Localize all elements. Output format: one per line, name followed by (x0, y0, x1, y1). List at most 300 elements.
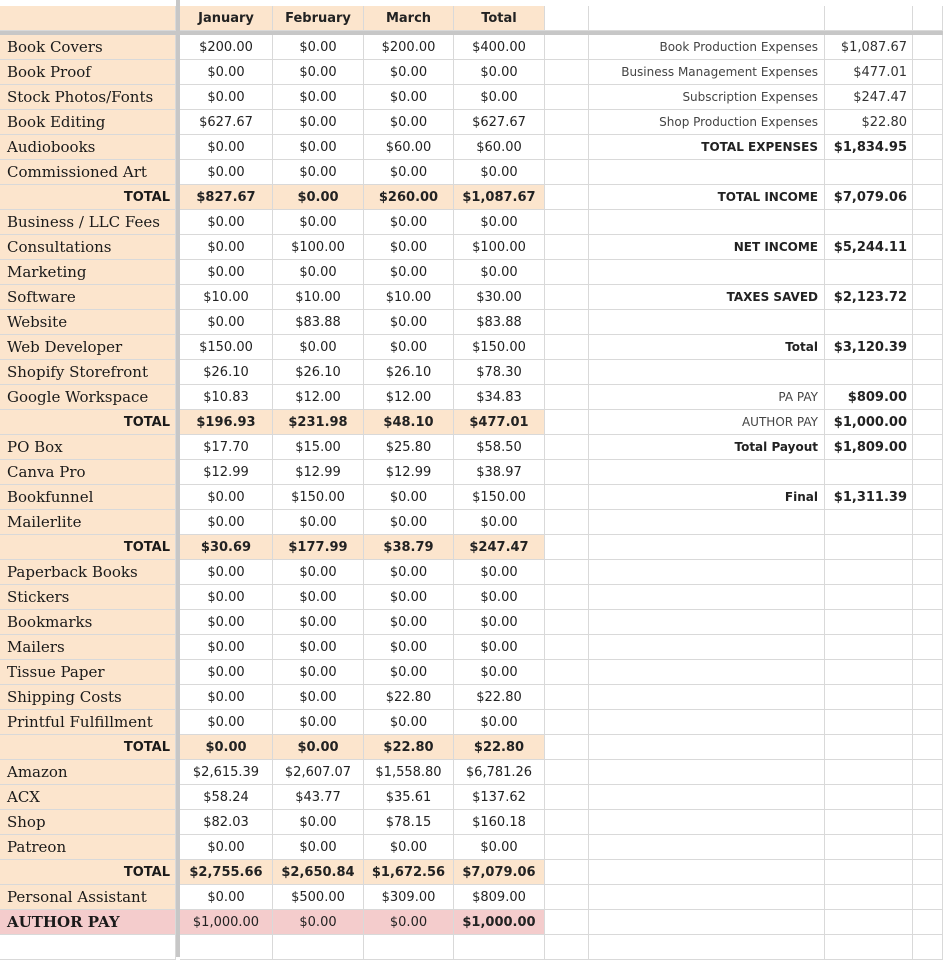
total-label-cell[interactable]: TOTAL (0, 860, 176, 885)
empty-cell[interactable] (913, 810, 943, 835)
empty-cell[interactable] (545, 35, 589, 60)
empty-cell[interactable] (589, 310, 825, 335)
february-cell[interactable]: $500.00 (273, 885, 364, 910)
empty-cell[interactable] (589, 785, 825, 810)
empty-cell[interactable] (545, 810, 589, 835)
empty-cell[interactable] (589, 260, 825, 285)
february-cell[interactable]: $0.00 (273, 210, 364, 235)
header-cell-a[interactable] (0, 6, 176, 31)
row-label-cell[interactable]: Stock Photos/Fonts (0, 85, 176, 110)
empty-cell[interactable] (545, 485, 589, 510)
march-cell[interactable]: $26.10 (364, 360, 454, 385)
february-cell[interactable]: $2,607.07 (273, 760, 364, 785)
empty-cell[interactable] (545, 335, 589, 360)
total-cell[interactable]: $160.18 (454, 810, 545, 835)
january-cell[interactable]: $0.00 (180, 610, 273, 635)
empty-cell[interactable] (545, 885, 589, 910)
february-cell[interactable]: $0.00 (273, 910, 364, 935)
empty-cell[interactable] (545, 685, 589, 710)
total-cell[interactable]: $30.00 (454, 285, 545, 310)
summary-value-cell[interactable]: $1,809.00 (825, 435, 913, 460)
empty-cell[interactable] (913, 735, 943, 760)
january-cell[interactable]: $0.00 (180, 735, 273, 760)
march-cell[interactable]: $260.00 (364, 185, 454, 210)
summary-label-cell[interactable]: Total Payout (589, 435, 825, 460)
february-cell[interactable]: $10.00 (273, 285, 364, 310)
february-cell[interactable]: $0.00 (273, 560, 364, 585)
empty-cell[interactable] (545, 635, 589, 660)
february-cell[interactable]: $83.88 (273, 310, 364, 335)
empty-cell[interactable] (825, 585, 913, 610)
february-cell[interactable]: $15.00 (273, 435, 364, 460)
empty-cell[interactable] (589, 835, 825, 860)
empty-cell[interactable] (545, 510, 589, 535)
empty-cell[interactable] (913, 910, 943, 935)
february-cell[interactable]: $0.00 (273, 585, 364, 610)
row-label-cell[interactable]: Bookfunnel (0, 485, 176, 510)
empty-cell[interactable] (545, 85, 589, 110)
empty-cell[interactable] (913, 235, 943, 260)
empty-cell[interactable] (913, 185, 943, 210)
header-cell-i[interactable] (913, 6, 943, 31)
february-cell[interactable]: $0.00 (273, 185, 364, 210)
march-cell[interactable]: $12.00 (364, 385, 454, 410)
empty-cell[interactable] (589, 710, 825, 735)
summary-value-cell[interactable]: $809.00 (825, 385, 913, 410)
empty-cell[interactable] (913, 410, 943, 435)
empty-cell[interactable] (545, 435, 589, 460)
january-cell[interactable]: $0.00 (180, 660, 273, 685)
total-cell[interactable]: $83.88 (454, 310, 545, 335)
empty-cell[interactable] (589, 160, 825, 185)
total-cell[interactable]: $0.00 (454, 585, 545, 610)
empty-cell[interactable] (589, 635, 825, 660)
empty-cell[interactable] (545, 360, 589, 385)
row-label-cell[interactable]: ACX (0, 785, 176, 810)
empty-cell[interactable] (913, 335, 943, 360)
empty-cell[interactable] (545, 735, 589, 760)
header-january[interactable]: January (180, 6, 273, 31)
empty-cell[interactable] (545, 835, 589, 860)
january-cell[interactable]: $0.00 (180, 585, 273, 610)
empty-cell[interactable] (913, 785, 943, 810)
february-cell[interactable]: $0.00 (273, 260, 364, 285)
row-label-cell[interactable]: Business / LLC Fees (0, 210, 176, 235)
empty-cell[interactable] (825, 610, 913, 635)
february-cell[interactable]: $0.00 (273, 735, 364, 760)
empty-cell[interactable] (364, 935, 454, 960)
february-cell[interactable]: $12.00 (273, 385, 364, 410)
march-cell[interactable]: $0.00 (364, 560, 454, 585)
row-label-cell[interactable]: Bookmarks (0, 610, 176, 635)
empty-cell[interactable] (913, 385, 943, 410)
empty-cell[interactable] (589, 735, 825, 760)
row-label-cell[interactable]: Patreon (0, 835, 176, 860)
summary-value-cell[interactable]: $5,244.11 (825, 235, 913, 260)
january-cell[interactable]: $0.00 (180, 885, 273, 910)
march-cell[interactable]: $10.00 (364, 285, 454, 310)
total-cell[interactable]: $0.00 (454, 210, 545, 235)
row-label-cell[interactable]: Shop (0, 810, 176, 835)
february-cell[interactable]: $0.00 (273, 35, 364, 60)
empty-cell[interactable] (825, 360, 913, 385)
total-cell[interactable]: $150.00 (454, 335, 545, 360)
empty-cell[interactable] (825, 260, 913, 285)
row-label-cell[interactable]: Website (0, 310, 176, 335)
empty-cell[interactable] (545, 860, 589, 885)
empty-cell[interactable] (913, 760, 943, 785)
empty-cell[interactable] (825, 760, 913, 785)
march-cell[interactable]: $0.00 (364, 910, 454, 935)
january-cell[interactable]: $627.67 (180, 110, 273, 135)
march-cell[interactable]: $309.00 (364, 885, 454, 910)
total-cell[interactable]: $0.00 (454, 610, 545, 635)
empty-cell[interactable] (913, 860, 943, 885)
empty-cell[interactable] (825, 460, 913, 485)
empty-cell[interactable] (545, 760, 589, 785)
empty-cell[interactable] (545, 285, 589, 310)
march-cell[interactable]: $35.61 (364, 785, 454, 810)
total-cell[interactable]: $0.00 (454, 260, 545, 285)
february-cell[interactable]: $2,650.84 (273, 860, 364, 885)
february-cell[interactable]: $177.99 (273, 535, 364, 560)
january-cell[interactable]: $0.00 (180, 260, 273, 285)
empty-cell[interactable] (913, 610, 943, 635)
empty-cell[interactable] (545, 460, 589, 485)
empty-cell[interactable] (545, 60, 589, 85)
january-cell[interactable]: $26.10 (180, 360, 273, 385)
total-cell[interactable]: $0.00 (454, 560, 545, 585)
summary-value-cell[interactable]: $3,120.39 (825, 335, 913, 360)
march-cell[interactable]: $0.00 (364, 335, 454, 360)
empty-cell[interactable] (825, 310, 913, 335)
february-cell[interactable]: $0.00 (273, 110, 364, 135)
empty-cell[interactable] (825, 560, 913, 585)
empty-cell[interactable] (825, 860, 913, 885)
march-cell[interactable]: $60.00 (364, 135, 454, 160)
row-label-cell[interactable]: Paperback Books (0, 560, 176, 585)
march-cell[interactable]: $0.00 (364, 835, 454, 860)
empty-cell[interactable] (589, 535, 825, 560)
empty-cell[interactable] (913, 360, 943, 385)
empty-cell[interactable] (589, 860, 825, 885)
february-cell[interactable]: $0.00 (273, 685, 364, 710)
total-cell[interactable]: $22.80 (454, 735, 545, 760)
february-cell[interactable]: $0.00 (273, 60, 364, 85)
row-label-cell[interactable]: Personal Assistant (0, 885, 176, 910)
total-cell[interactable]: $0.00 (454, 85, 545, 110)
empty-cell[interactable] (913, 210, 943, 235)
row-label-cell[interactable]: Software (0, 285, 176, 310)
january-cell[interactable]: $0.00 (180, 210, 273, 235)
total-cell[interactable]: $78.30 (454, 360, 545, 385)
empty-cell[interactable] (545, 410, 589, 435)
empty-cell[interactable] (913, 685, 943, 710)
empty-cell[interactable] (545, 310, 589, 335)
empty-cell[interactable] (589, 460, 825, 485)
january-cell[interactable]: $0.00 (180, 710, 273, 735)
january-cell[interactable]: $0.00 (180, 485, 273, 510)
march-cell[interactable]: $78.15 (364, 810, 454, 835)
february-cell[interactable]: $0.00 (273, 510, 364, 535)
empty-cell[interactable] (913, 435, 943, 460)
summary-value-cell[interactable]: $22.80 (825, 110, 913, 135)
march-cell[interactable]: $0.00 (364, 235, 454, 260)
total-cell[interactable]: $100.00 (454, 235, 545, 260)
empty-cell[interactable] (545, 260, 589, 285)
row-label-cell[interactable]: Mailers (0, 635, 176, 660)
total-cell[interactable]: $477.01 (454, 410, 545, 435)
summary-value-cell[interactable]: $1,834.95 (825, 135, 913, 160)
march-cell[interactable]: $0.00 (364, 210, 454, 235)
total-cell[interactable]: $247.47 (454, 535, 545, 560)
empty-cell[interactable] (825, 885, 913, 910)
empty-cell[interactable] (913, 660, 943, 685)
row-label-cell[interactable]: Audiobooks (0, 135, 176, 160)
empty-cell[interactable] (589, 910, 825, 935)
row-label-cell[interactable]: Canva Pro (0, 460, 176, 485)
empty-cell[interactable] (180, 935, 273, 960)
empty-cell[interactable] (825, 635, 913, 660)
empty-cell[interactable] (913, 585, 943, 610)
empty-cell[interactable] (913, 535, 943, 560)
february-cell[interactable]: $0.00 (273, 135, 364, 160)
empty-cell[interactable] (913, 60, 943, 85)
february-cell[interactable]: $0.00 (273, 635, 364, 660)
empty-cell[interactable] (913, 485, 943, 510)
empty-cell[interactable] (545, 185, 589, 210)
total-cell[interactable]: $60.00 (454, 135, 545, 160)
empty-cell[interactable] (913, 460, 943, 485)
march-cell[interactable]: $0.00 (364, 60, 454, 85)
summary-label-cell[interactable]: Final (589, 485, 825, 510)
january-cell[interactable]: $0.00 (180, 135, 273, 160)
total-cell[interactable]: $0.00 (454, 635, 545, 660)
row-label-cell[interactable]: Commissioned Art (0, 160, 176, 185)
empty-cell[interactable] (825, 660, 913, 685)
empty-cell[interactable] (545, 160, 589, 185)
january-cell[interactable]: $17.70 (180, 435, 273, 460)
summary-label-cell[interactable]: Book Production Expenses (589, 35, 825, 60)
summary-label-cell[interactable]: Subscription Expenses (589, 85, 825, 110)
february-cell[interactable]: $43.77 (273, 785, 364, 810)
total-cell[interactable]: $38.97 (454, 460, 545, 485)
total-cell[interactable]: $809.00 (454, 885, 545, 910)
february-cell[interactable]: $0.00 (273, 335, 364, 360)
row-label-cell[interactable]: Book Covers (0, 35, 176, 60)
total-cell[interactable]: $150.00 (454, 485, 545, 510)
total-label-cell[interactable]: TOTAL (0, 410, 176, 435)
empty-cell[interactable] (545, 660, 589, 685)
total-label-cell[interactable]: TOTAL (0, 535, 176, 560)
january-cell[interactable]: $0.00 (180, 160, 273, 185)
march-cell[interactable]: $0.00 (364, 710, 454, 735)
empty-cell[interactable] (913, 35, 943, 60)
january-cell[interactable]: $150.00 (180, 335, 273, 360)
empty-cell[interactable] (913, 310, 943, 335)
march-cell[interactable]: $0.00 (364, 260, 454, 285)
empty-cell[interactable] (913, 285, 943, 310)
empty-cell[interactable] (825, 685, 913, 710)
empty-cell[interactable] (825, 810, 913, 835)
total-cell[interactable]: $0.00 (454, 510, 545, 535)
january-cell[interactable]: $0.00 (180, 60, 273, 85)
total-cell[interactable]: $1,000.00 (454, 910, 545, 935)
january-cell[interactable]: $2,615.39 (180, 760, 273, 785)
empty-cell[interactable] (913, 135, 943, 160)
january-cell[interactable]: $10.00 (180, 285, 273, 310)
summary-label-cell[interactable]: Shop Production Expenses (589, 110, 825, 135)
march-cell[interactable]: $0.00 (364, 660, 454, 685)
row-label-cell[interactable]: Marketing (0, 260, 176, 285)
january-cell[interactable]: $82.03 (180, 810, 273, 835)
january-cell[interactable]: $30.69 (180, 535, 273, 560)
header-cell-h[interactable] (825, 6, 913, 31)
march-cell[interactable]: $0.00 (364, 610, 454, 635)
march-cell[interactable]: $22.80 (364, 685, 454, 710)
february-cell[interactable]: $0.00 (273, 660, 364, 685)
total-cell[interactable]: $137.62 (454, 785, 545, 810)
empty-cell[interactable] (913, 710, 943, 735)
january-cell[interactable]: $2,755.66 (180, 860, 273, 885)
empty-cell[interactable] (589, 660, 825, 685)
march-cell[interactable]: $200.00 (364, 35, 454, 60)
empty-cell[interactable] (545, 585, 589, 610)
march-cell[interactable]: $12.99 (364, 460, 454, 485)
empty-cell[interactable] (545, 935, 589, 960)
row-label-cell[interactable]: Mailerlite (0, 510, 176, 535)
row-label-cell[interactable]: Google Workspace (0, 385, 176, 410)
summary-label-cell[interactable]: TAXES SAVED (589, 285, 825, 310)
empty-cell[interactable] (589, 510, 825, 535)
february-cell[interactable]: $0.00 (273, 710, 364, 735)
march-cell[interactable]: $1,672.56 (364, 860, 454, 885)
empty-cell[interactable] (913, 510, 943, 535)
empty-cell[interactable] (589, 810, 825, 835)
january-cell[interactable]: $10.83 (180, 385, 273, 410)
march-cell[interactable]: $0.00 (364, 160, 454, 185)
row-label-cell[interactable]: Consultations (0, 235, 176, 260)
january-cell[interactable]: $0.00 (180, 835, 273, 860)
february-cell[interactable]: $100.00 (273, 235, 364, 260)
total-cell[interactable]: $0.00 (454, 60, 545, 85)
row-label-cell[interactable]: Stickers (0, 585, 176, 610)
empty-cell[interactable] (825, 735, 913, 760)
empty-cell[interactable] (545, 235, 589, 260)
empty-cell[interactable] (589, 610, 825, 635)
february-cell[interactable]: $0.00 (273, 85, 364, 110)
summary-label-cell[interactable]: TOTAL EXPENSES (589, 135, 825, 160)
march-cell[interactable]: $25.80 (364, 435, 454, 460)
row-label-cell[interactable]: Amazon (0, 760, 176, 785)
empty-cell[interactable] (545, 785, 589, 810)
empty-cell[interactable] (545, 610, 589, 635)
january-cell[interactable]: $0.00 (180, 310, 273, 335)
empty-cell[interactable] (545, 135, 589, 160)
empty-cell[interactable] (545, 910, 589, 935)
summary-value-cell[interactable]: $1,087.67 (825, 35, 913, 60)
empty-cell[interactable] (913, 635, 943, 660)
january-cell[interactable]: $58.24 (180, 785, 273, 810)
empty-cell[interactable] (913, 160, 943, 185)
february-cell[interactable]: $0.00 (273, 610, 364, 635)
total-cell[interactable]: $0.00 (454, 710, 545, 735)
total-cell[interactable]: $0.00 (454, 835, 545, 860)
january-cell[interactable]: $0.00 (180, 560, 273, 585)
empty-cell[interactable] (589, 210, 825, 235)
summary-value-cell[interactable]: $1,311.39 (825, 485, 913, 510)
empty-cell[interactable] (825, 785, 913, 810)
empty-cell[interactable] (545, 385, 589, 410)
summary-label-cell[interactable]: AUTHOR PAY (589, 410, 825, 435)
summary-value-cell[interactable]: $477.01 (825, 60, 913, 85)
empty-cell[interactable] (545, 210, 589, 235)
row-label-cell[interactable]: AUTHOR PAY (0, 910, 176, 935)
empty-cell[interactable] (545, 560, 589, 585)
header-cell-f[interactable] (545, 6, 589, 31)
row-label-cell[interactable]: Tissue Paper (0, 660, 176, 685)
summary-label-cell[interactable]: NET INCOME (589, 235, 825, 260)
total-cell[interactable]: $627.67 (454, 110, 545, 135)
january-cell[interactable]: $12.99 (180, 460, 273, 485)
empty-cell[interactable] (825, 935, 913, 960)
february-cell[interactable]: $26.10 (273, 360, 364, 385)
february-cell[interactable]: $0.00 (273, 835, 364, 860)
empty-cell[interactable] (589, 760, 825, 785)
empty-cell[interactable] (913, 935, 943, 960)
summary-label-cell[interactable]: TOTAL INCOME (589, 185, 825, 210)
february-cell[interactable]: $150.00 (273, 485, 364, 510)
header-total[interactable]: Total (454, 6, 545, 31)
summary-value-cell[interactable]: $1,000.00 (825, 410, 913, 435)
header-cell-g[interactable] (589, 6, 825, 31)
empty-cell[interactable] (913, 85, 943, 110)
total-label-cell[interactable]: TOTAL (0, 735, 176, 760)
march-cell[interactable]: $0.00 (364, 485, 454, 510)
total-cell[interactable]: $7,079.06 (454, 860, 545, 885)
frozen-row-divider[interactable] (0, 31, 943, 35)
empty-cell[interactable] (913, 560, 943, 585)
total-cell[interactable]: $58.50 (454, 435, 545, 460)
january-cell[interactable]: $0.00 (180, 85, 273, 110)
total-cell[interactable]: $0.00 (454, 160, 545, 185)
empty-cell[interactable] (454, 935, 545, 960)
empty-cell[interactable] (589, 935, 825, 960)
summary-value-cell[interactable]: $2,123.72 (825, 285, 913, 310)
empty-cell[interactable] (825, 160, 913, 185)
march-cell[interactable]: $22.80 (364, 735, 454, 760)
total-cell[interactable]: $400.00 (454, 35, 545, 60)
empty-cell[interactable] (913, 260, 943, 285)
january-cell[interactable]: $196.93 (180, 410, 273, 435)
empty-cell[interactable] (545, 535, 589, 560)
empty-cell[interactable] (825, 835, 913, 860)
march-cell[interactable]: $0.00 (364, 510, 454, 535)
summary-label-cell[interactable]: Total (589, 335, 825, 360)
empty-cell[interactable] (0, 935, 176, 960)
march-cell[interactable]: $0.00 (364, 110, 454, 135)
february-cell[interactable]: $231.98 (273, 410, 364, 435)
empty-cell[interactable] (589, 560, 825, 585)
march-cell[interactable]: $1,558.80 (364, 760, 454, 785)
empty-cell[interactable] (825, 510, 913, 535)
empty-cell[interactable] (825, 910, 913, 935)
march-cell[interactable]: $38.79 (364, 535, 454, 560)
header-february[interactable]: February (273, 6, 364, 31)
row-label-cell[interactable]: Shipping Costs (0, 685, 176, 710)
january-cell[interactable]: $827.67 (180, 185, 273, 210)
empty-cell[interactable] (273, 935, 364, 960)
